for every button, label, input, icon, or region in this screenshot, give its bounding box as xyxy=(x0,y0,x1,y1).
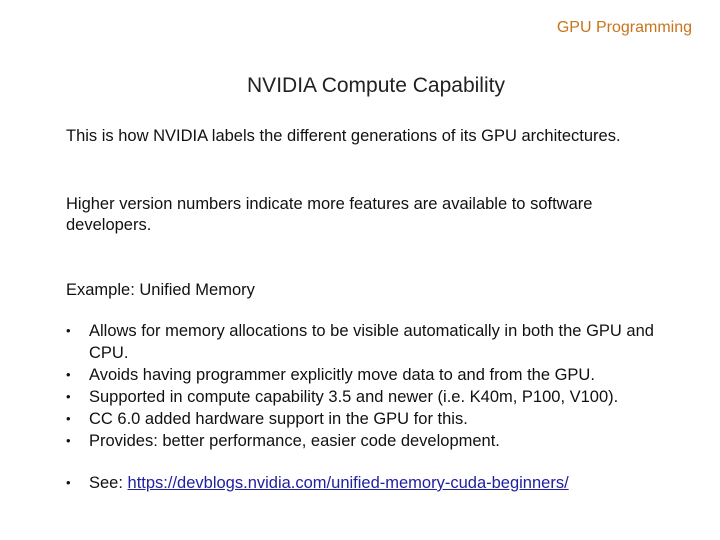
bullet-text: Allows for memory allocations to be visible automatically in both the GPU and CPU. xyxy=(89,322,654,362)
slide-title: NVIDIA Compute Capability xyxy=(247,74,505,97)
bullet-text: CC 6.0 added hardware support in the GPU for this. xyxy=(89,410,468,428)
bullet-item xyxy=(66,408,691,430)
bullet-text: Supported in compute capability 3.5 and newer (i.e. K40m, P100, V100). xyxy=(89,388,619,406)
see-label: See: xyxy=(89,474,128,492)
feature-bullet-list xyxy=(66,320,691,452)
bullet-item xyxy=(66,364,691,386)
bullet-text: Avoids having programmer explicitly move data to and from the GPU. xyxy=(89,366,595,384)
bullet-icon: • xyxy=(66,323,71,338)
bullet-icon: • xyxy=(66,389,71,404)
bullet-icon: • xyxy=(66,433,71,448)
bullet-icon: • xyxy=(66,411,71,426)
intro-paragraph: This is how NVIDIA labels the different generations of its GPU architectures. xyxy=(66,127,621,145)
header-tag: GPU Programming xyxy=(556,19,692,36)
version-paragraph: Higher version numbers indicate more features are available to software developers. xyxy=(66,195,593,234)
bullet-icon: • xyxy=(66,367,71,382)
bullet-text: Provides: better performance, easier code development. xyxy=(89,432,500,450)
bullet-item xyxy=(66,386,691,408)
unified-memory-link[interactable]: https://devblogs.nvidia.com/unified-memory-cuda-beginners/ xyxy=(127,474,569,492)
example-label: Example: Unified Memory xyxy=(66,281,255,299)
bullet-item xyxy=(66,320,691,364)
bullet-item xyxy=(66,430,691,452)
bullet-item xyxy=(66,472,691,494)
reference-bullet-list xyxy=(66,472,691,494)
bullet-icon: • xyxy=(66,475,71,490)
